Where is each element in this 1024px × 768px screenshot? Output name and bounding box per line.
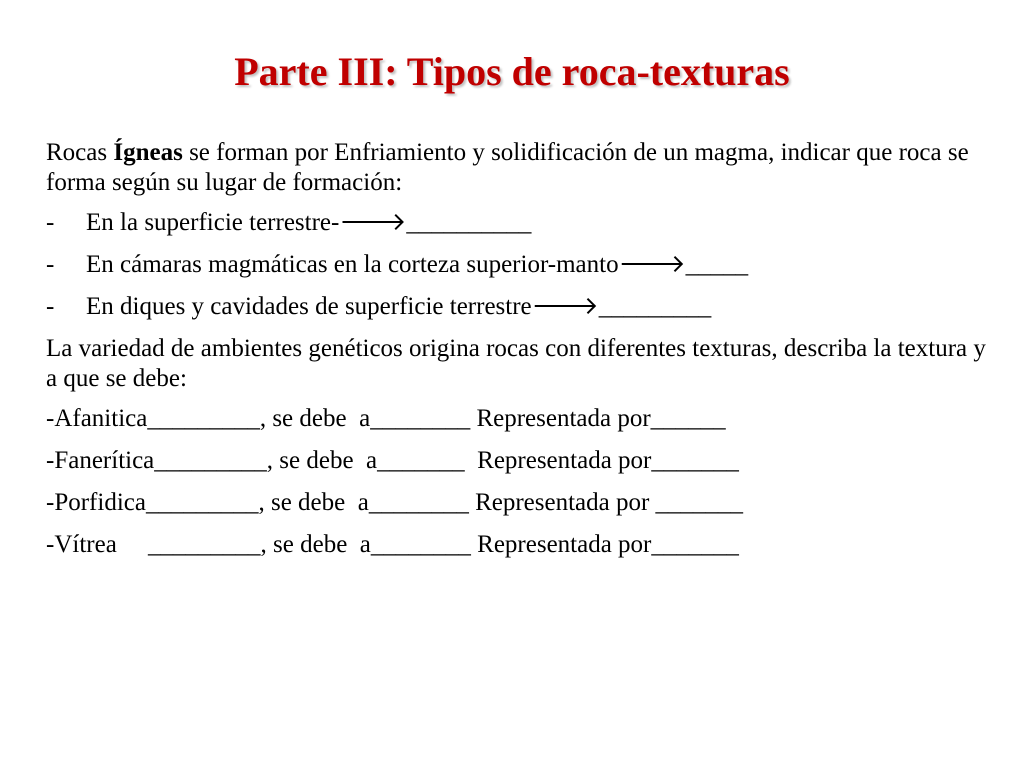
bullet-text: En cámaras magmáticas en la corteza superior-manto🡒_____	[86, 251, 749, 278]
bullet-item-camaras	[46, 250, 986, 280]
bullet-text: En la superficie terrestre-🡒__________	[86, 209, 532, 236]
arrow-right-icon: 🡒	[618, 251, 686, 278]
texture-line-faneritica: -Fanerítica_________, se debe a_______ Representada por_______	[46, 447, 739, 474]
bullet-dash: -	[46, 251, 55, 278]
intro-text-start: Rocas	[46, 139, 114, 166]
bullet-dash: -	[46, 293, 55, 320]
bullet-item-diques	[46, 292, 986, 322]
arrow-right-icon: 🡒	[339, 209, 407, 236]
bullet-dash: -	[46, 209, 55, 236]
intro-paragraph	[46, 138, 986, 198]
answer-blank: _____	[685, 251, 749, 278]
intro-text-end: se forman por Enfriamiento y solidificación de un magma, indicar que roca se forma según su lugar de formación:	[46, 139, 969, 196]
slide-body	[46, 138, 986, 572]
textures-paragraph: La variedad de ambientes genéticos origina rocas con diferentes texturas, describa la textura y a que se debe:	[46, 335, 986, 392]
answer-blank: _________	[598, 293, 712, 320]
bullet-item-superficie	[46, 208, 986, 238]
texture-line-porfidica: -Porfidica_________, se debe a________ Representada por _______	[46, 489, 744, 516]
texture-line-vitrea: -Vítrea _________, se debe a________ Representada por_______	[46, 531, 739, 558]
bullet-text: En diques y cavidades de superficie terrestre🡒_________	[86, 293, 712, 320]
arrow-right-icon: 🡒	[531, 293, 599, 320]
intro-bold-word: Ígneas	[113, 139, 183, 166]
slide-title: Parte III: Tipos de roca-texturas	[234, 49, 790, 94]
answer-blank: __________	[406, 209, 532, 236]
texture-line-afanitica: -Afanitica_________, se debe a________ Representada por______	[46, 405, 726, 432]
